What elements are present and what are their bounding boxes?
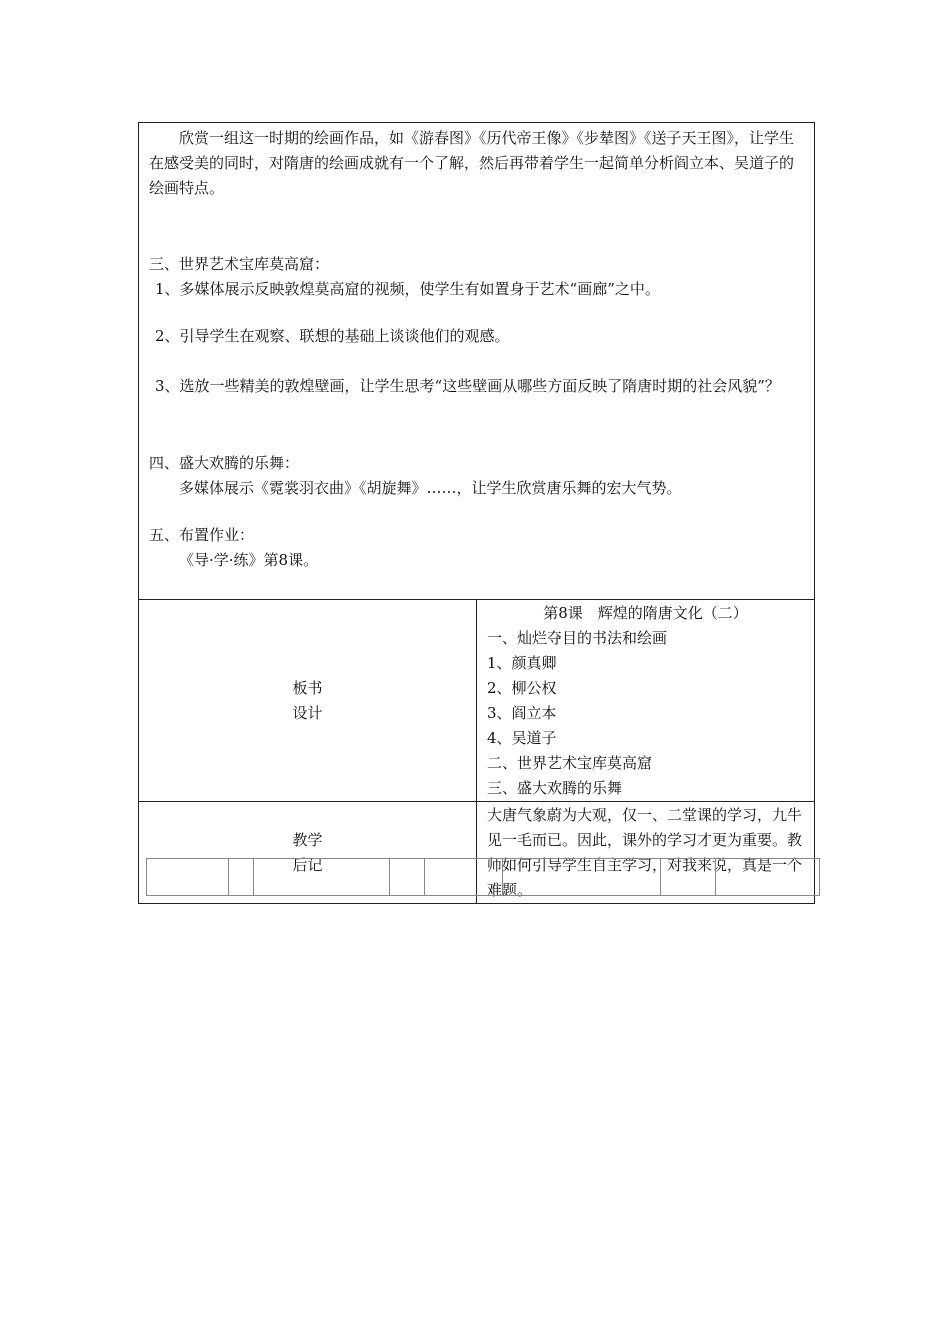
painting-appreciation-paragraph: 欣赏一组这一时期的绘画作品，如《游春图》《历代帝王像》《步辇图》《送子天王图》，让学生在感受美的同时，对隋唐的绘画成就有一个了解，然后再带着学生一起简单分析阎立本、吴道子的绘画特点。 — [149, 129, 795, 197]
section-four-heading: 四、盛大欢腾的乐舞： — [149, 454, 300, 472]
board-title: 第8课 辉煌的隋唐文化（二） — [543, 604, 748, 622]
board-design-content-cell — [477, 600, 815, 802]
empty-cell — [147, 859, 229, 896]
empty-cell — [390, 859, 425, 896]
board-line: 一、灿烂夺目的书法和绘画 — [487, 629, 668, 647]
board-line: 2、柳公权 — [487, 679, 557, 697]
section-three-heading: 三、世界艺术宝库莫高窟： — [149, 255, 330, 273]
section-five-heading: 五、布置作业： — [149, 526, 255, 544]
empty-cell — [661, 859, 716, 896]
board-design-label-cell — [139, 600, 477, 802]
empty-footer-table — [146, 858, 820, 896]
teaching-process-row — [139, 123, 815, 600]
board-line: 1、颜真卿 — [487, 654, 557, 672]
empty-cell — [716, 859, 820, 896]
board-label-line-1: 板书 — [292, 678, 323, 697]
section-three-item-3: 3、选放一些精美的敦煌壁画，让学生思考“这些壁画从哪些方面反映了隋唐时期的社会风貌”？ — [155, 377, 780, 395]
section-three-item-1: 1、多媒体展示反映敦煌莫高窟的视频，使学生有如置身于艺术“画廊”之中。 — [155, 280, 660, 298]
board-line: 4、吴道子 — [487, 729, 557, 747]
reflection-label-line-1: 教学 — [292, 830, 323, 849]
homework-paragraph: 《导·学·练》第8课。 — [179, 551, 319, 569]
lesson-plan-table — [138, 122, 815, 904]
section-four-paragraph: 多媒体展示《霓裳羽衣曲》《胡旋舞》……，让学生欣赏唐乐舞的宏大气势。 — [179, 479, 682, 497]
board-design-label — [139, 676, 476, 726]
empty-cell — [254, 859, 390, 896]
board-label-line-2: 设计 — [292, 703, 323, 722]
teaching-process-cell — [139, 123, 815, 600]
board-line: 二、世界艺术宝库莫高窟 — [487, 754, 653, 772]
empty-cell — [503, 859, 661, 896]
empty-cell — [229, 859, 254, 896]
reflection-label-line-2: 后记 — [292, 855, 323, 874]
empty-footer-row — [147, 859, 820, 896]
board-line: 3、阎立本 — [487, 704, 557, 722]
board-design-row — [139, 600, 815, 802]
empty-cell — [425, 859, 503, 896]
board-design-content — [477, 600, 814, 801]
reflection-text: 大唐气象蔚为大观，仅一、二堂课的学习，九牛见一毛而已。因此，课外的学习才更为重要。教师如何引导学生自主学习，对我来说，真是一个难题。 — [487, 806, 803, 899]
board-line: 三、盛大欢腾的乐舞 — [487, 779, 623, 797]
section-three-item-2: 2、引导学生在观察、联想的基础上谈谈他们的观感。 — [155, 327, 510, 345]
